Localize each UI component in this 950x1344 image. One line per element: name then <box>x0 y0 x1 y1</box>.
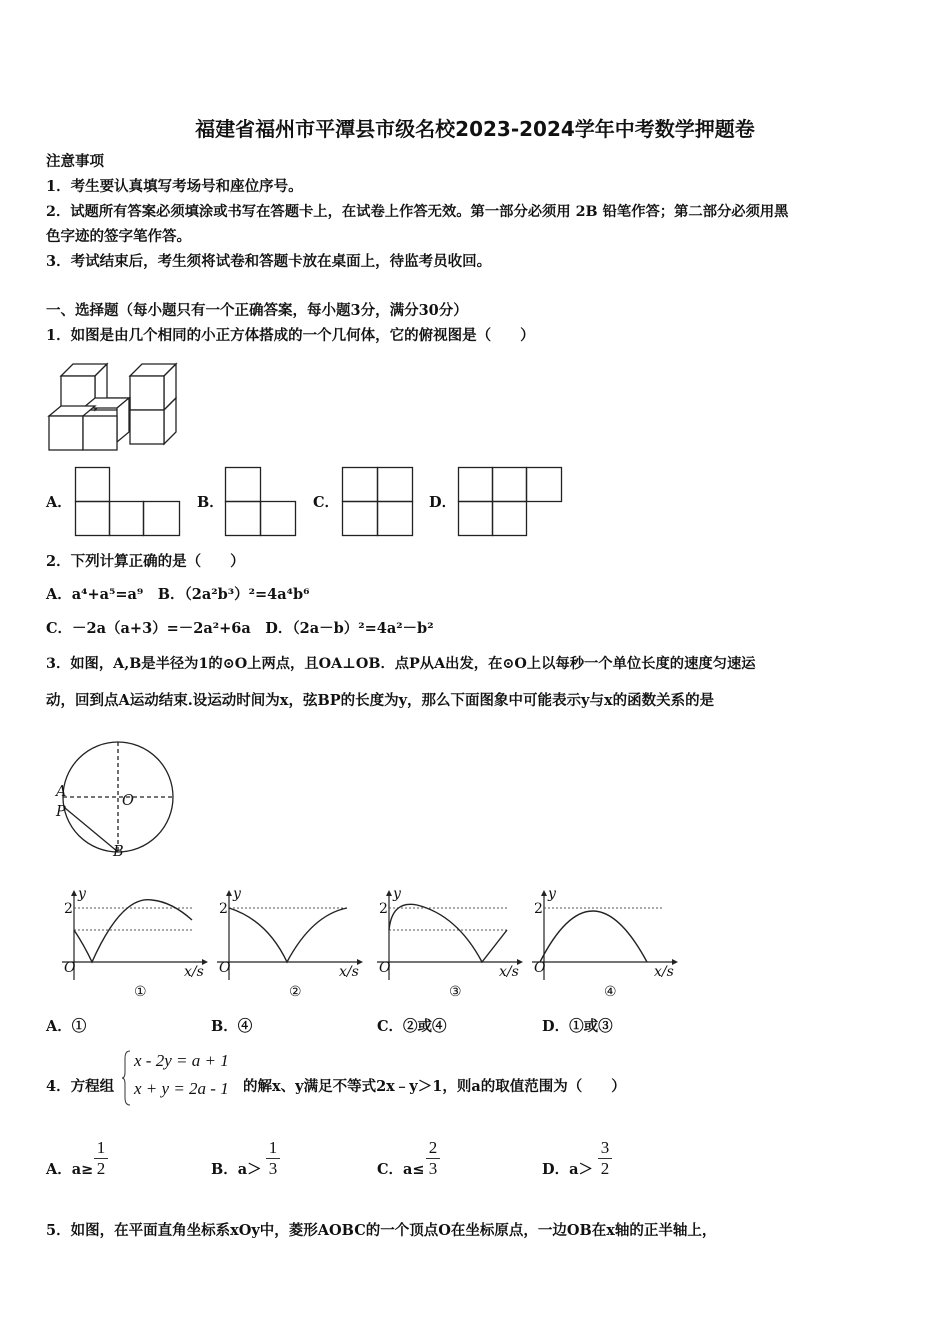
y-axis-label: y <box>548 886 556 902</box>
section-heading: 一、选择题（每小题只有一个正确答案，每小题3分，满分30分） <box>46 302 468 319</box>
fraction: $\frac{2}{3}$ <box>426 1138 440 1179</box>
origin-label: O <box>219 960 231 976</box>
point-o-label: O <box>122 793 134 809</box>
x-axis-label: x/s <box>499 964 519 980</box>
origin-label: O <box>64 960 76 976</box>
point-b-label: B <box>113 844 124 860</box>
equation-2: x + y = 2a - 1 <box>134 1079 229 1098</box>
notice-item: 色字迹的签字笔作答。 <box>46 228 191 245</box>
question-2-options-ab: A．a⁴+a⁵=a⁹ B．（2a²b³）²=4a⁴b⁶ <box>46 586 310 603</box>
x-axis-label: x/s <box>184 964 204 980</box>
y-axis-label: y <box>233 886 241 902</box>
question-3-option-b: B．④ <box>211 1018 253 1035</box>
x-axis-label: x/s <box>654 964 674 980</box>
y-axis-label: y <box>393 886 401 902</box>
option-c-label: C． <box>313 494 340 511</box>
question-4-option-d: D．a＞ <box>542 1161 593 1178</box>
option-d-label: D． <box>429 494 457 511</box>
notice-heading: 注意事项 <box>46 153 104 170</box>
graph-number: ③ <box>449 984 462 1000</box>
question-3-line1: 3．如图，A,B是半径为1的⊙O上两点，且OA⊥OB．点P从A出发，在⊙O上以每秒一个单位长度的速度匀速运 <box>46 656 756 672</box>
question-3-option-d: D．①或③ <box>542 1018 613 1035</box>
y-tick-2: 2 <box>219 901 228 917</box>
origin-label: O <box>534 960 546 976</box>
fraction: $\frac{1}{2}$ <box>94 1138 108 1179</box>
question-4-prefix: 4．方程组 <box>46 1078 115 1095</box>
notice-item: 3．考试结束后，考生须将试卷和答题卡放在桌面上，待监考员收回。 <box>46 253 492 270</box>
option-a-top-view <box>75 467 181 537</box>
graph-number: ④ <box>604 984 617 1000</box>
cube-figure <box>45 362 180 454</box>
option-c-top-view <box>342 467 414 537</box>
fraction: $\frac{1}{3}$ <box>266 1138 280 1179</box>
question-2-options-cd: C．－2a（a+3）=－2a²+6a D．（2a－b）²=4a²－b² <box>46 620 434 637</box>
question-2-stem: 2．下列计算正确的是（ ） <box>46 553 245 570</box>
origin-label: O <box>379 960 391 976</box>
question-5-stem: 5．如图，在平面直角坐标系xOy中，菱形AOBC的一个顶点O在坐标原点，一边OB在x轴的正半轴上， <box>46 1222 717 1239</box>
y-tick-2: 2 <box>534 901 543 917</box>
fraction: $\frac{3}{2}$ <box>598 1138 612 1179</box>
notice-item: 2．试题所有答案必须填涂或书写在答题卡上，在试卷上作答无效。第一部分必须用 2B 铅笔作答；第二部分必须用黑 <box>46 204 789 220</box>
question-4-option-a: A．a≥ <box>46 1161 94 1178</box>
option-d-top-view <box>458 467 564 537</box>
graph-number: ② <box>289 984 302 1000</box>
y-tick-2: 2 <box>64 901 73 917</box>
notice-item: 1．考生要认真填写考场号和座位序号。 <box>46 178 303 195</box>
option-b-label: B． <box>197 494 224 511</box>
question-4-suffix: 的解x、y满足不等式2x﹣y＞1，则a的取值范围为（ ） <box>243 1078 626 1095</box>
x-axis-label: x/s <box>339 964 359 980</box>
question-4-option-c: C．a≤ <box>377 1161 425 1178</box>
brace-icon <box>122 1050 132 1106</box>
graph-number: ① <box>134 984 147 1000</box>
question-1-stem: 1．如图是由几个相同的小正方体搭成的一个几何体，它的俯视图是（ ） <box>46 327 535 344</box>
question-3-option-c: C．②或④ <box>377 1018 447 1035</box>
point-p-label: P <box>56 804 66 820</box>
option-b-top-view <box>225 467 297 537</box>
option-a-label: A． <box>46 494 72 511</box>
question-3-option-a: A．① <box>46 1018 87 1035</box>
question-3-line2: 动，回到点A运动结束.设运动时间为x，弦BP的长度为y，那么下面图象中可能表示y与x的函数关系的是 <box>46 692 715 709</box>
exam-title: 福建省福州市平潭县市级名校2023-2024学年中考数学押题卷 <box>195 117 755 141</box>
y-axis-label: y <box>78 886 86 902</box>
y-tick-2: 2 <box>379 901 388 917</box>
question-4-option-b: B．a＞ <box>211 1161 262 1178</box>
point-a-label: A <box>56 784 67 800</box>
equation-1: x - 2y = a + 1 <box>134 1051 229 1070</box>
